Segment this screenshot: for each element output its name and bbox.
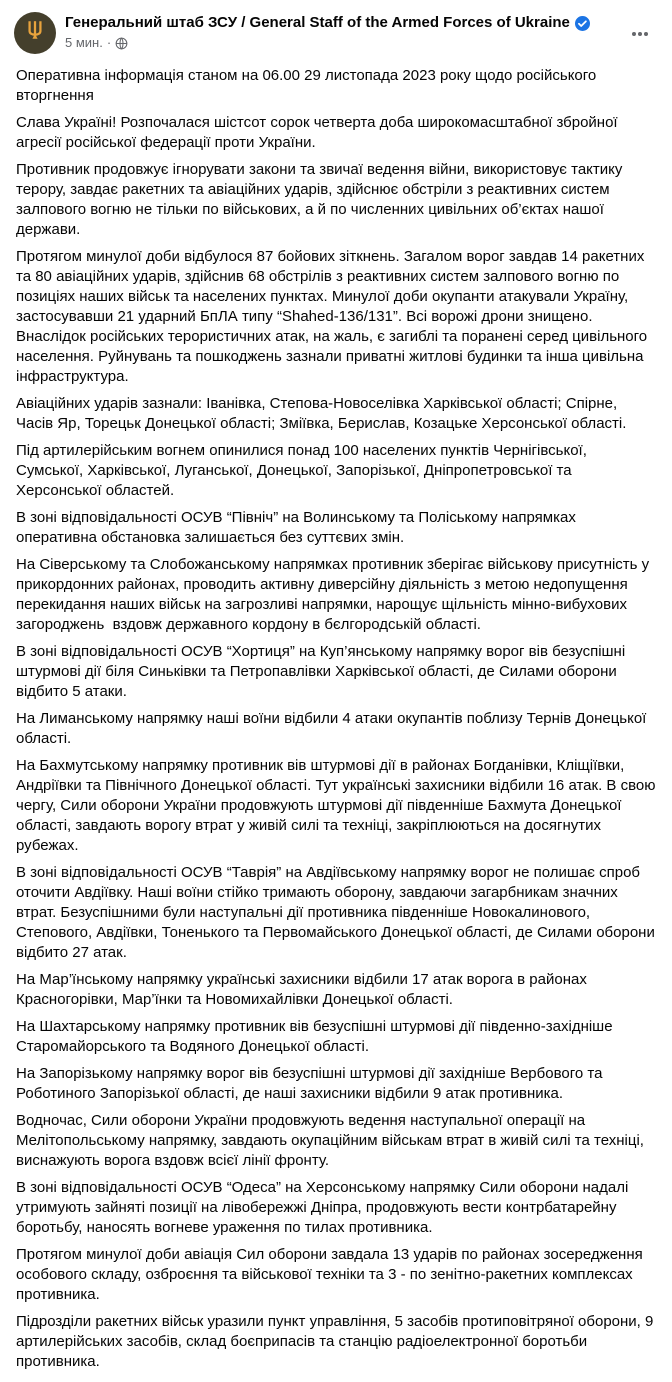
post-paragraph: На Шахтарському напрямку противник вів безуспішні штурмові дії південно-західніше Старомайорського та Водяного Донецької області.: [16, 1018, 617, 1055]
post-header: [0, 0, 672, 62]
page-title-link[interactable]: Генеральний штаб ЗСУ / General Staff of the Armed Forces of Ukraine: [65, 14, 570, 31]
meta-separator: ·: [106, 35, 112, 50]
timestamp-link[interactable]: 5 мин.: [65, 35, 103, 50]
post-paragraph: В зоні відповідальності ОСУВ “Одеса” на Херсонському напрямку Сили оборони надалі утримують зайняті позиції на лівобережжі Дніпра, продовжують вести контрбатарейну боротьбу, наносять вогневе ураження по тилах противника.: [16, 1179, 633, 1236]
post-meta: [65, 35, 624, 51]
post-paragraph: Водночас, Сили оборони України продовжують ведення наступальної операції на Мелітопольському напрямку, завдають окупаційним військам втрат в живій силі та техніці, виснажують ворога вздовж всієї лінії фронту.: [16, 1112, 649, 1169]
post-paragraph: Слава Україні! Розпочалася шістсот сорок четверта доба широкомасштабної збройної агресії російської федерації проти України.: [16, 114, 622, 151]
post-paragraph: Підрозділи ракетних військ уразили пункт управління, 5 засобів протиповітряної оборони, 9 артилерійських засобів, склад боєприпасів та станцію радіоелектронної боротьби противника.: [16, 1313, 658, 1370]
post-paragraph: На Бахмутському напрямку противник вів штурмові дії в районах Богданівки, Кліщіївки, Андріївки та Північного Донецької області. Тут українські захисники відбили 16 атак. В свою чергу, Сили оборони України продовжують штурмові дії південніше Бахмута Донецької області, завдають ворогу втрат у живій силі та техніці, закріплюються на досягнутих рубежах.: [16, 757, 660, 854]
post-paragraph: Протягом минулої доби відбулося 87 бойових зіткнень. Загалом ворог завдав 14 ракетних та 80 авіаційних ударів, здійснив 68 обстрілів з реактивних систем залпового вогню по позиціях наших військ та населених пунктах. Минулої доби окупанти атакували Україну, застосувавши 21 ударний БпЛА типу “Shahed-136/131”. Всі ворожі дрони знищено. Внаслідок російських терористичних атак, на жаль, є загиблі та поранені серед цивільного населення. Руйнувань та пошкоджень зазнали приватні житлові будинки та інша цивільна інфраструктура.: [16, 248, 652, 385]
post-paragraph: Під артилерійським вогнем опинилися понад 100 населених пунктів Чернігівської, Сумської, Харківської, Луганської, Донецької, Запорізької, Дніпропетровської та Херсонської областей.: [16, 442, 592, 499]
post-paragraph: Оперативна інформація станом на 06.00 29 листопада 2023 року щодо російського вторгнення: [16, 67, 601, 104]
public-globe-icon: [115, 37, 128, 50]
header-text: [65, 12, 624, 51]
ukraine-trident-icon: [22, 18, 48, 49]
post-body: [0, 62, 672, 1382]
post-paragraph: В зоні відповідальності ОСУВ “Хортиця” на Куп’янському напрямку ворог вів безуспішні штурмові дії біля Синьківки та Петропавлівки Харківської області, де Силами оборони відбито 5 атаки.: [16, 643, 630, 700]
post-paragraph: Авіаційних ударів зазнали: Іванівка, Степова-Новоселівка Харківської області; Спірне, Часів Яр, Торецьк Донецької області; Зміївка, Берислав, Козацьке Херсонської області.: [16, 395, 627, 432]
post-paragraph: На Лиманському напрямку наші воїни відбили 4 атаки окупантів поблизу Тернів Донецької області.: [16, 710, 651, 747]
page-avatar[interactable]: [14, 12, 56, 54]
post-paragraph: В зоні відповідальності ОСУВ “Таврія” на Авдіївському напрямку ворог не полишає спроб оточити Авдіївку. Наші воїни стійко тримають оборону, завдаючи загарбникам значних втрат. Безуспішними були наступальні дії противника південніше Новокалинового, Степового, Авдіївки, Тоненького та Первомайського Донецької області, де Силами оборони відбито 27 атак.: [16, 864, 660, 961]
post-paragraph: На Запорізькому напрямку ворог вів безуспішні штурмові дії західніше Вербового та Роботиного Запорізької області, де наші захисники відбили 9 атак противника.: [16, 1065, 607, 1102]
post-paragraph: На Мар’їнському напрямку українські захисники відбили 17 атак ворога в районах Красногорівки, Мар’їнки та Новомихайлівки Донецької області.: [16, 971, 591, 1008]
ellipsis-icon: [630, 24, 650, 44]
post-options-button[interactable]: [624, 18, 656, 50]
verified-badge-icon: [575, 16, 590, 31]
post-paragraph: На Сіверському та Слобожанському напрямках противник зберігає військову присутність у прикордонних районах, проводить активну диверсійну діяльність з метою недопущення перекидання наших військ на загрозливі напрямки, нарощує щільність мінно-вибухових загороджень вздовж державного кордону в бєлгородській області.: [16, 556, 654, 633]
post-paragraph: Противник продовжує ігнорувати закони та звичаї ведення війни, використовує тактику терору, завдає ракетних та авіаційних ударів, здійснює обстріли з реактивних систем залпового вогню не тільки по військових, а й по численних цивільних об’єктах нашої держави.: [16, 161, 627, 238]
title-row: [65, 13, 624, 33]
post-paragraph: В зоні відповідальності ОСУВ “Північ” на Волинському та Поліському напрямках оперативна обстановка залишається без суттєвих змін.: [16, 509, 581, 546]
post-paragraph: Протягом минулої доби авіація Сил оборони завдала 13 ударів по районах зосередження особового складу, озброєння та військової техніки та 3 - по зенітно-ракетних комплексах противника.: [16, 1246, 647, 1303]
